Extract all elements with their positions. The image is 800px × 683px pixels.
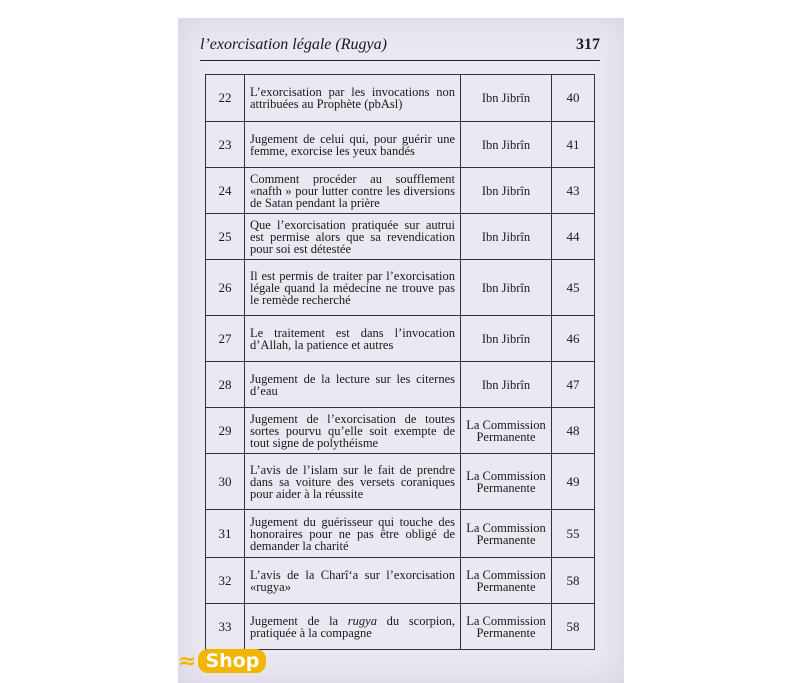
row-author: Ibn Jibrîn xyxy=(461,362,552,408)
table-row xyxy=(206,510,595,558)
subject-italic-term: rugya xyxy=(347,613,377,628)
row-number: 23 xyxy=(206,122,245,168)
row-author: Ibn Jibrîn xyxy=(461,260,552,316)
logo-text: Shop xyxy=(198,649,266,673)
table-row xyxy=(206,408,595,454)
table-row xyxy=(206,316,595,362)
row-page: 58 xyxy=(552,604,595,650)
row-page: 55 xyxy=(552,510,595,558)
row-page: 44 xyxy=(552,214,595,260)
row-page: 47 xyxy=(552,362,595,408)
logo-swoosh-icon: ≈ xyxy=(178,648,197,674)
row-number: 22 xyxy=(206,75,245,122)
table-row xyxy=(206,75,595,122)
page-number: 317 xyxy=(576,36,600,53)
row-number: 29 xyxy=(206,408,245,454)
row-author: La Commission Permanente xyxy=(461,604,552,650)
row-subject xyxy=(245,604,461,650)
row-author: La Commission Permanente xyxy=(461,408,552,454)
row-page: 49 xyxy=(552,454,595,510)
row-author: Ibn Jibrîn xyxy=(461,168,552,214)
row-subject: L’avis de l’islam sur le fait de prendre dans sa voiture des versets coraniques pour aider à la réussite xyxy=(245,454,461,510)
row-page: 58 xyxy=(552,558,595,604)
row-subject: Il est permis de traiter par l’exorcisation légale quand la médecine ne trouve pas le remède recherché xyxy=(245,260,461,316)
row-author: Ibn Jibrîn xyxy=(461,122,552,168)
row-author: La Commission Permanente xyxy=(461,454,552,510)
row-subject: Jugement de l’exorcisation de toutes sortes pourvu qu’elle soit exempte de tout signe de polythéisme xyxy=(245,408,461,454)
book-page xyxy=(178,18,624,683)
row-author: Ibn Jibrîn xyxy=(461,75,552,122)
row-number: 25 xyxy=(206,214,245,260)
table-row xyxy=(206,604,595,650)
row-number: 30 xyxy=(206,454,245,510)
row-page: 41 xyxy=(552,122,595,168)
row-subject: Jugement du guérisseur qui touche des honoraires pour ne pas être obligé de demander la charité xyxy=(245,510,461,558)
row-subject: Jugement de celui qui, pour guérir une femme, exorcise les yeux bandés xyxy=(245,122,461,168)
row-subject: L’avis de la Charî‘a sur l’exorcisation «rugya» xyxy=(245,558,461,604)
row-number: 31 xyxy=(206,510,245,558)
running-title: l’exorcisation légale (Rugya) xyxy=(200,36,387,53)
contents-table xyxy=(205,74,595,650)
row-page: 43 xyxy=(552,168,595,214)
table-row xyxy=(206,454,595,510)
row-page: 48 xyxy=(552,408,595,454)
row-subject: L’exorcisation par les invocations non attribuées au Prophète (pbAsl) xyxy=(245,75,461,122)
row-author: La Commission Permanente xyxy=(461,510,552,558)
table-row xyxy=(206,214,595,260)
row-subject: Le traitement est dans l’invocation d’Allah, la patience et autres xyxy=(245,316,461,362)
table-row xyxy=(206,260,595,316)
table-row xyxy=(206,362,595,408)
shop-logo xyxy=(178,646,266,676)
row-number: 26 xyxy=(206,260,245,316)
row-number: 32 xyxy=(206,558,245,604)
page-header xyxy=(200,32,600,61)
row-page: 45 xyxy=(552,260,595,316)
row-page: 40 xyxy=(552,75,595,122)
row-number: 27 xyxy=(206,316,245,362)
row-author: La Commission Permanente xyxy=(461,558,552,604)
row-page: 46 xyxy=(552,316,595,362)
subject-text: du scorpion, pratiquée à la compagne xyxy=(250,613,455,640)
table-row xyxy=(206,558,595,604)
row-number: 28 xyxy=(206,362,245,408)
row-subject: Comment procéder au soufflement «nafth » pour lutter contre les diversions de Satan pendant la prière xyxy=(245,168,461,214)
row-subject: Jugement de la lecture sur les citernes d’eau xyxy=(245,362,461,408)
row-author: Ibn Jibrîn xyxy=(461,214,552,260)
subject-text: Jugement de la xyxy=(250,613,348,628)
row-number: 24 xyxy=(206,168,245,214)
row-author: Ibn Jibrîn xyxy=(461,316,552,362)
table-row xyxy=(206,168,595,214)
row-number: 33 xyxy=(206,604,245,650)
table-row xyxy=(206,122,595,168)
row-subject: Que l’exorcisation pratiquée sur autrui est permise alors que sa revendication pour soi est détestée xyxy=(245,214,461,260)
